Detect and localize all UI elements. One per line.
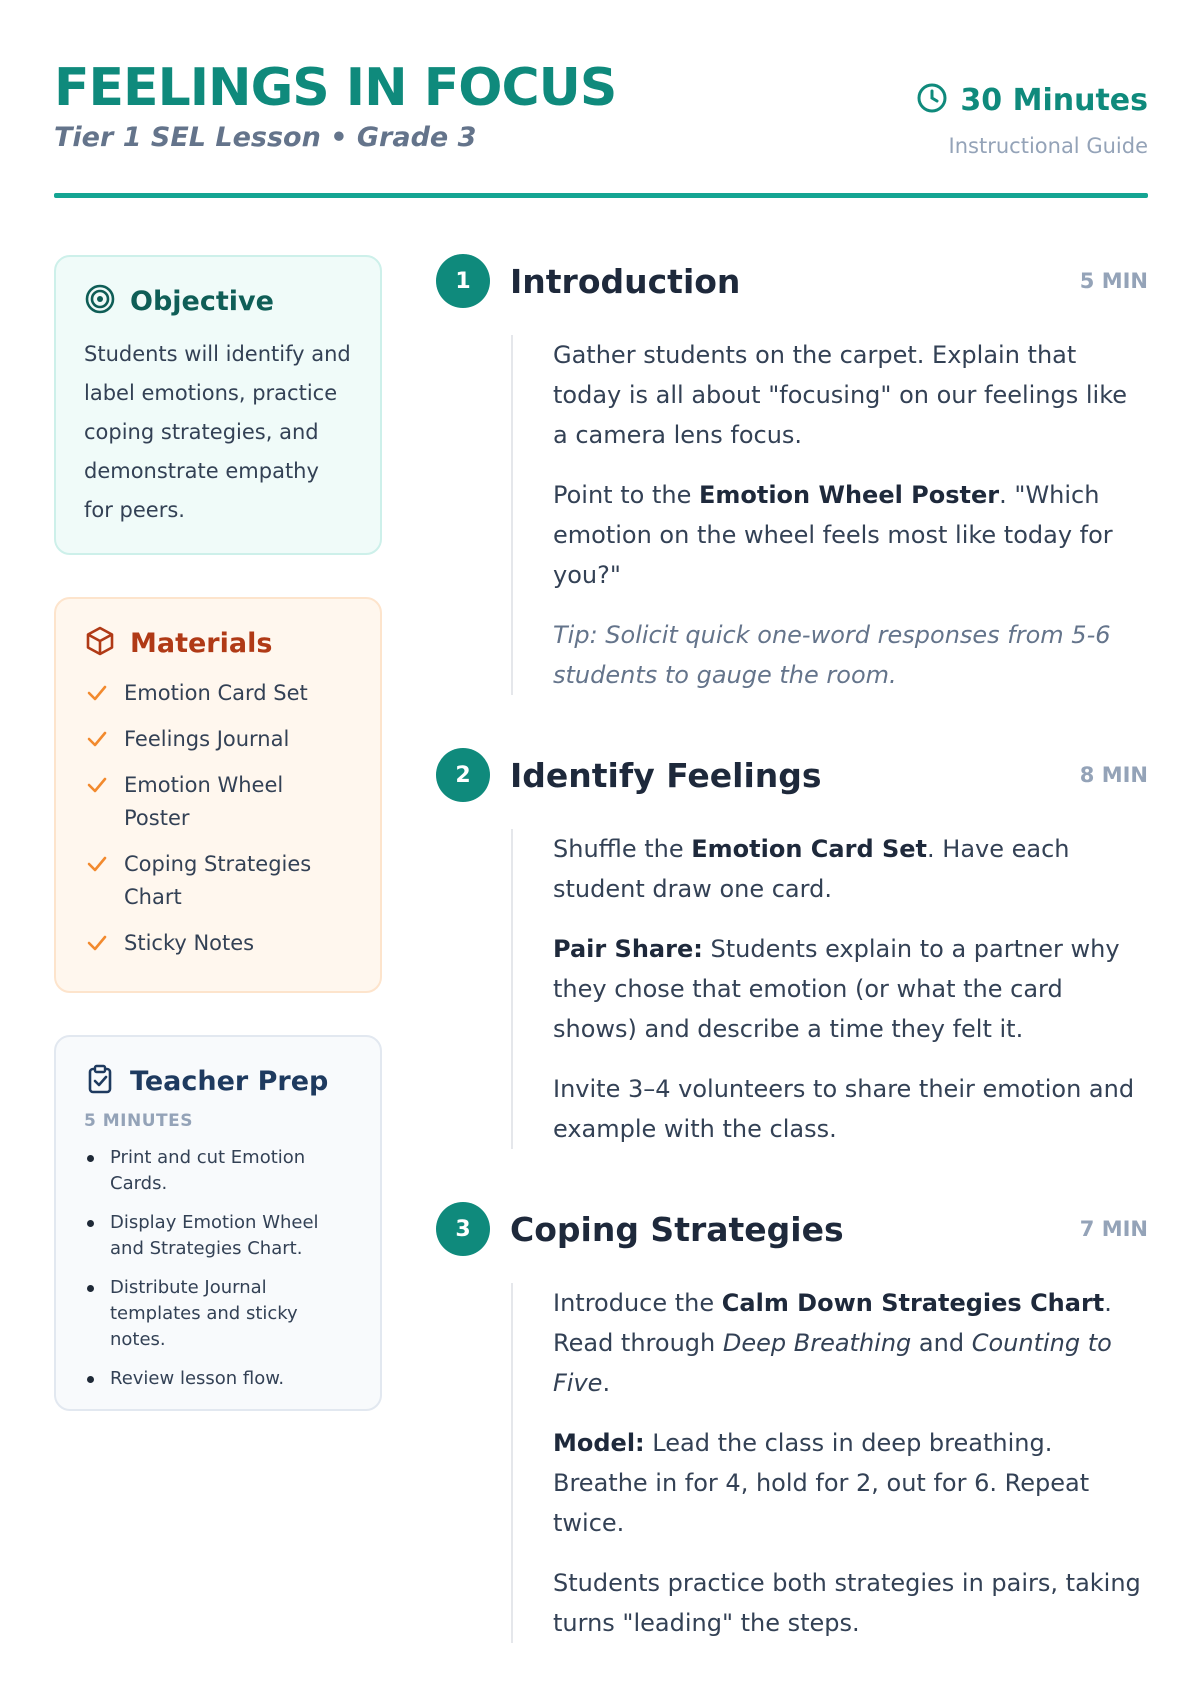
step-paragraph: Gather students on the carpet. Explain that today is all about "focusing" on our feelings like a camera lens focus. (553, 341, 1128, 449)
step-paragraph: Shuffle the Emotion Card Set. Have each student draw one card. (553, 835, 1070, 903)
material-label: Coping Strategies Chart (124, 852, 312, 909)
page-subtitle: Tier 1 SEL Lesson • Grade 3 (54, 122, 477, 153)
check-icon (84, 681, 110, 705)
check-icon (84, 773, 110, 797)
lesson-header (54, 56, 1148, 200)
list-item (84, 769, 354, 835)
step-time: 7 MIN (1079, 1217, 1148, 1241)
step-coping-strategies (436, 1201, 1148, 1643)
step-introduction (436, 253, 1148, 695)
objective-title: Objective (130, 285, 274, 317)
list-item: Display Emotion Wheel and Strategies Chart. (84, 1210, 354, 1262)
clock-icon (916, 82, 948, 118)
duration (916, 82, 1148, 118)
list-item: Distribute Journal templates and sticky notes. (84, 1275, 354, 1353)
step-paragraph: Model: Lead the class in deep breathing. Breathe in for 4, hold for 2, out for 6. Repeat twice. (553, 1429, 1090, 1537)
step-time: 5 MIN (1079, 269, 1148, 293)
box-icon (84, 625, 116, 661)
step-title: Coping Strategies (510, 1209, 844, 1249)
material-label: Sticky Notes (124, 931, 255, 955)
teacher-prep-title: Teacher Prep (130, 1065, 329, 1097)
step-body (511, 335, 1148, 695)
target-icon (84, 283, 116, 319)
duration-text: 30 Minutes (960, 82, 1148, 118)
material-label: Emotion Card Set (124, 681, 308, 705)
clipboard-check-icon (84, 1063, 116, 1099)
material-label: Feelings Journal (124, 727, 290, 751)
prep-time: 5 MINUTES (84, 1111, 193, 1131)
guide-label: Instructional Guide (948, 134, 1148, 158)
objective-card (54, 255, 382, 555)
step-paragraph: Students practice both strategies in pairs, taking turns "leading" the steps. (553, 1569, 1141, 1637)
list-item: Review lesson flow. (84, 1366, 354, 1392)
step-identify-feelings (436, 747, 1148, 1149)
step-title: Identify Feelings (510, 755, 822, 795)
step-title: Introduction (510, 261, 741, 301)
header-divider (54, 193, 1148, 198)
list-item (84, 927, 354, 960)
step-paragraph: Pair Share: Students explain to a partner why they chose that emotion (or what the card shows) and describe a time they felt it. (553, 935, 1120, 1043)
step-time: 8 MIN (1079, 763, 1148, 787)
sidebar (54, 255, 382, 1453)
list-item (84, 677, 354, 710)
objective-text: Students will identify and label emotions, practice coping strategies, and demonstrate empathy for peers. (84, 342, 351, 522)
check-icon (84, 852, 110, 876)
list-item: Print and cut Emotion Cards. (84, 1145, 354, 1197)
list-item (84, 848, 354, 914)
step-body (511, 1283, 1148, 1643)
lesson-steps (436, 253, 1148, 1695)
material-label: Emotion Wheel Poster (124, 773, 284, 830)
step-paragraph: Point to the Emotion Wheel Poster. "Which emotion on the wheel feels most like today for you?" (553, 481, 1113, 589)
list-item (84, 723, 354, 756)
page-title: FEELINGS IN FOCUS (54, 58, 617, 118)
step-tip: Tip: Solicit quick one-word responses from 5-6 students to gauge the room. (553, 621, 1111, 689)
step-paragraph: Introduce the Calm Down Strategies Chart. Read through Deep Breathing and Counting to Five. (553, 1289, 1112, 1397)
step-number: 3 (436, 1202, 490, 1256)
step-number: 2 (436, 748, 490, 802)
step-number: 1 (436, 254, 490, 308)
check-icon (84, 931, 110, 955)
materials-title: Materials (130, 627, 273, 659)
materials-card (54, 597, 382, 993)
teacher-prep-card (54, 1035, 382, 1411)
step-body (511, 829, 1148, 1149)
step-paragraph: Invite 3–4 volunteers to share their emotion and example with the class. (553, 1075, 1135, 1143)
check-icon (84, 727, 110, 751)
